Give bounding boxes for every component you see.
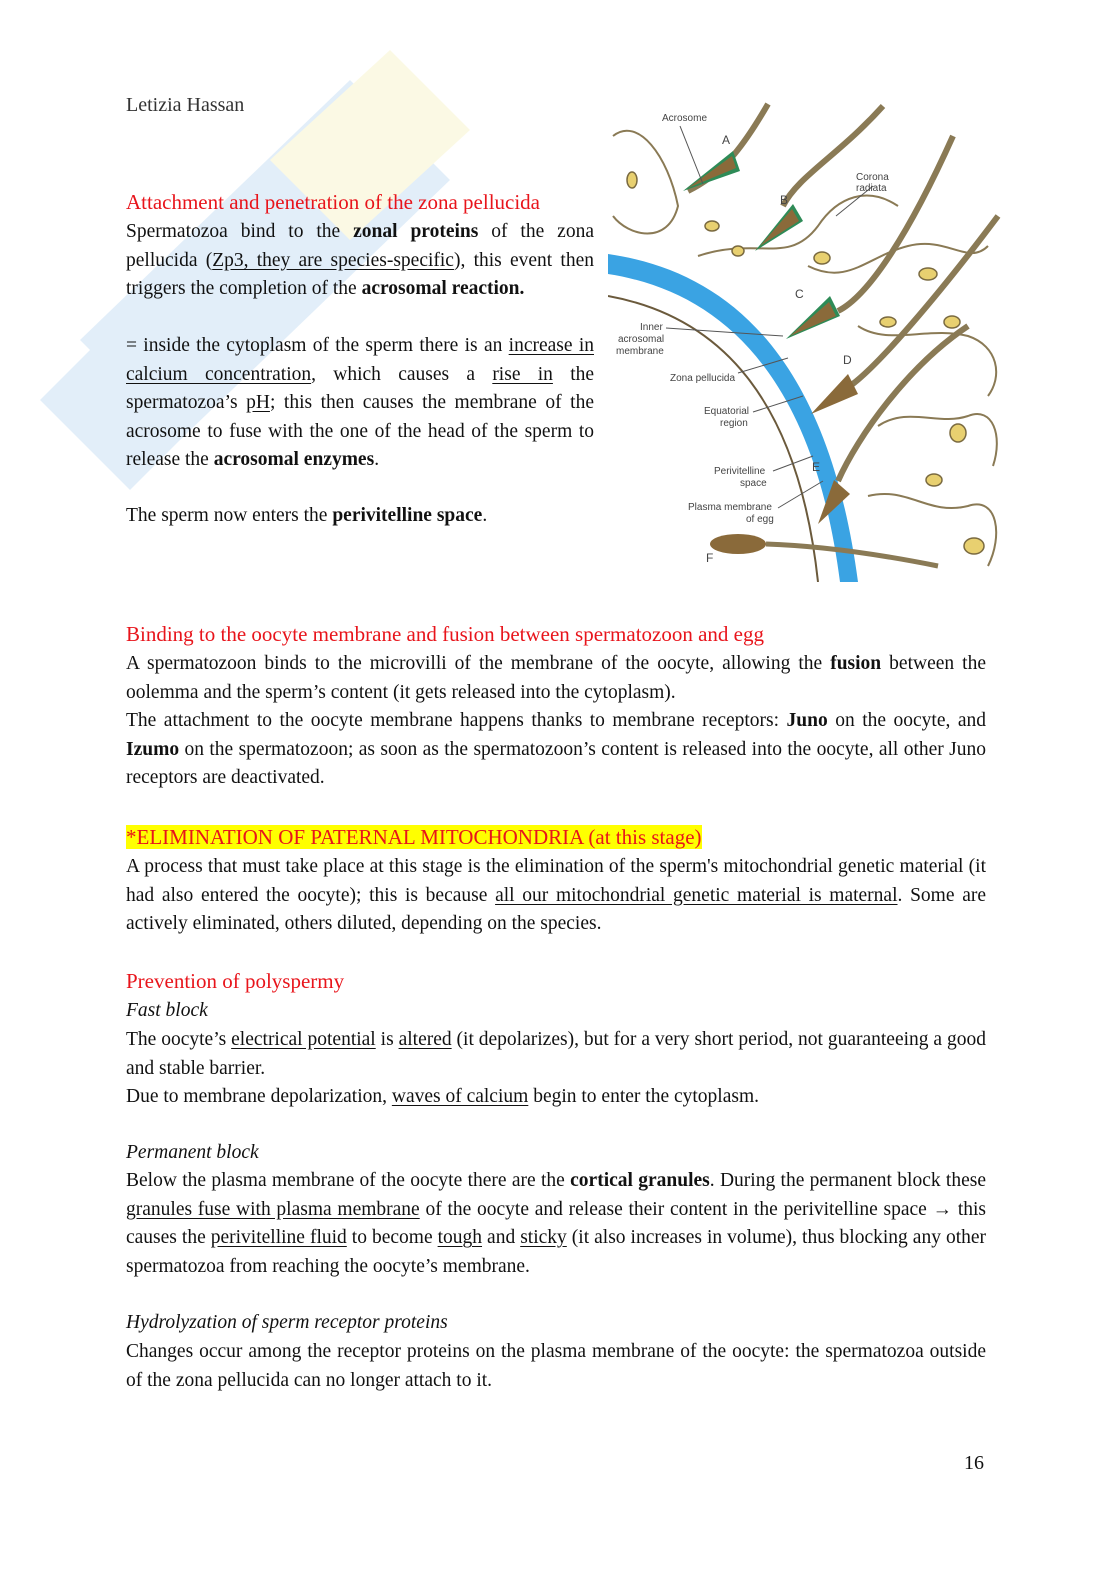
label-corona-2: radiata <box>856 183 887 194</box>
section-title-attachment: Attachment and penetration of the zona pellucida <box>126 190 541 214</box>
label-inner-2: acrosomal <box>618 334 665 345</box>
label-equatorial-2: region <box>720 418 748 429</box>
label-plasma-2: of egg <box>746 514 774 525</box>
subheading-permanent-block: Permanent block <box>126 1142 259 1163</box>
label-inner-1: Inner <box>640 322 663 333</box>
subheading-hydrolyzation: Hydrolyzation of sperm receptor proteins <box>126 1312 448 1333</box>
paragraph-calcium-waves: Due to membrane depolarization, waves of calcium begin to enter the cytoplasm. <box>126 1086 759 1107</box>
label-stage-e: E <box>812 460 821 474</box>
section-title-binding: Binding to the oocyte membrane and fusion between spermatozoon and egg <box>126 622 764 646</box>
paragraph-calcium: = inside the cytoplasm of the sperm there is an increase in calcium concentration, which causes a rise in the spermatozoa’s pH; this then causes the membrane of the acrosome to fuse with the one of the head of the sperm to release the acrosomal enzymes. <box>126 335 595 471</box>
label-inner-3: membrane <box>616 346 664 357</box>
arrow-right-icon: → <box>932 1198 953 1220</box>
section-title-mitochondria: *ELIMINATION OF PATERNAL MITOCHONDRIA (at this stage) <box>126 825 702 849</box>
author-name: Letizia Hassan <box>126 94 245 116</box>
label-plasma-1: Plasma membrane <box>688 502 772 513</box>
label-perivitelline-1: Perivitelline <box>714 466 766 477</box>
page-number: 16 <box>964 1452 984 1474</box>
label-zona: Zona pellucida <box>670 373 736 384</box>
label-stage-b: B <box>780 193 789 207</box>
sperm-stage-f <box>710 534 938 566</box>
paragraph-hydrolyzation: Changes occur among the receptor proteins on the plasma membrane of the oocyte: the spermatozoa outside of the zona pellucida can no longer attach to it. <box>126 1341 986 1391</box>
corona-nuclei <box>627 172 984 554</box>
paragraph-fusion: A spermatozoon binds to the microvilli of the membrane of the oocyte, allowing the fusion between the oolemma and the sperm’s content (it gets released into the cytoplasm). <box>126 653 986 703</box>
paragraph-fast-block: The oocyte’s electrical potential is altered (it depolarizes), but for a very short period, not guaranteeing a good and stable barrier. <box>126 1029 986 1079</box>
label-stage-c: C <box>795 287 804 301</box>
label-stage-f: F <box>706 551 714 565</box>
paragraph-perivitelline: The sperm now enters the perivitelline space. <box>126 505 488 526</box>
paragraph-juno-izumo: The attachment to the oocyte membrane happens thanks to membrane receptors: Juno on the oocyte, and Izumo on the spermatozoon; as soon as the spermatozoon’s content is released into the oocyte, all other Juno receptors are deactivated. <box>126 710 986 789</box>
sperm-penetration-figure <box>608 96 1003 582</box>
paragraph-mitochondria: A process that must take place at this stage is the elimination of the sperm's mitochondrial genetic material (it had also entered the oocyte); this is because all our mitochondrial genetic material is maternal. Some are actively eliminated, others diluted, depending on the species. <box>126 856 986 935</box>
label-acrosome: Acrosome <box>662 113 708 124</box>
label-perivitelline-2: space <box>740 478 767 489</box>
label-stage-d: D <box>843 353 852 367</box>
label-stage-a: A <box>722 133 731 147</box>
section-title-polyspermy: Prevention of polyspermy <box>126 969 345 993</box>
paragraph-permanent-block: Below the plasma membrane of the oocyte there are the cortical granules. During the permanent block these granules fuse with plasma membrane of the oocyte and release their content in the perivitelline space → this causes the perivitelline fluid to become tough and sticky (it also increases in volume), thus blocking any other spermatozoa from reaching the oocyte’s membrane. <box>126 1170 987 1277</box>
paragraph-zonal-binding: Spermatozoa bind to the zonal proteins of the zona pellucida (Zp3, they are species-specific), this event then triggers the completion of the acrosomal reaction. <box>126 221 594 300</box>
label-corona-1: Corona <box>856 172 889 183</box>
label-equatorial-1: Equatorial <box>704 406 750 417</box>
subheading-fast-block: Fast block <box>126 1000 208 1021</box>
